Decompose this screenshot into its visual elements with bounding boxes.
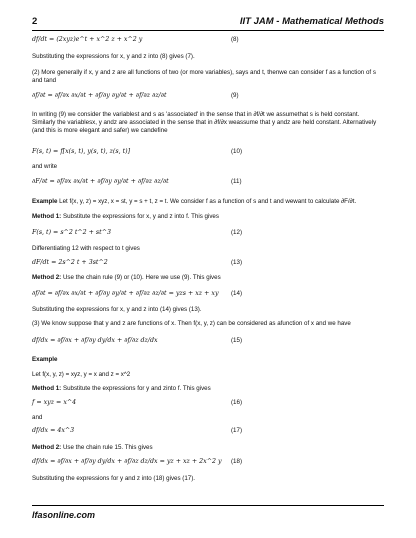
footer-site: lfasonline.com (32, 510, 96, 520)
equation-11: ∂F/∂t = ∂f/∂x ∂x/∂t + ∂f/∂y ∂y/∂t + ∂f/∂z ∂z/∂t (32, 178, 169, 185)
equation-15: df/dx = ∂f/∂x + ∂f/∂y dy/dx + ∂f/∂z dz/dx (32, 337, 158, 344)
paragraph-text: Substitute the expressions for x, y and z into f. This gives (61, 213, 219, 220)
equation-18: df/dx = ∂f/∂x + ∂f/∂y dy/dx + ∂f/∂z dz/dx = yz + xz + 2x^2 y (32, 458, 222, 465)
page-number: 2 (32, 16, 38, 27)
paragraph: Substituting the expressions for y and z into (18) gives (17). (32, 475, 196, 482)
equation-8: df/dt = (2xyz)e^t + x^2 z + x^2 y (32, 36, 143, 43)
page-header (32, 16, 384, 31)
equation-number-8: (8) (231, 36, 239, 43)
equation-9: ∂f/∂t = ∂f/∂x ∂x/∂t + ∂f/∂y ∂y/∂t + ∂f/∂z ∂z/∂t (32, 92, 167, 99)
paragraph: In writing (9) we consider the variablest and s as 'associated' in the sense that in ∂f/∂t we assumethat s is held constant. Similarly the variablesx, y andz are associated in the sense that in ∂f/∂x weassume that y andz are held constant. Alternatively (and this is more elegant and safer) we candefine (32, 111, 377, 134)
equation-number-14: (14) (231, 290, 243, 297)
paragraph: and write (32, 163, 58, 170)
paragraph-text: Use the chain rule 15. This gives (61, 444, 153, 451)
equation-number-12: (12) (231, 229, 243, 236)
example-heading (32, 356, 384, 364)
paragraph-text: Use the chain rule (9) or (10). Here we use (9). This gives (61, 274, 221, 281)
bold-lead: Method 2: (32, 444, 62, 451)
equation-10: F(s, t) = f[x(s, t), y(s, t), z(s, t)] (32, 148, 131, 155)
header-title: IIT JAM - Mathematical Methods (239, 16, 384, 27)
paragraph: (3) We know suppose that y and z are functions of x. Then f(x, y, z) can be considered as afunction of x and we have (32, 320, 351, 327)
paragraph (32, 385, 384, 393)
equation-16: f = xyz = x^4 (32, 399, 77, 406)
page-footer (32, 505, 384, 520)
equation-number-17: (17) (231, 427, 243, 434)
paragraph: Substituting the expressions for x, y and z into (14) gives (13). (32, 306, 202, 313)
bold-lead: Method 1: (32, 213, 62, 220)
paragraph (32, 198, 384, 206)
paragraph (32, 274, 384, 282)
equation-number-10: (10) (231, 148, 243, 155)
equation-number-11: (11) (231, 178, 242, 185)
paragraph: Substituting the expressions for x, y and z into (8) gives (7). (32, 53, 195, 60)
equation-17: df/dx = 4x^3 (32, 427, 75, 434)
bold-lead: Example (32, 198, 58, 205)
paragraph (32, 213, 384, 221)
paragraph: (2) More generally if x, y and z are all functions of two (or more variables), says and t, thenwe can consider f as a function of s and tand (32, 69, 376, 84)
equation-number-15: (15) (231, 337, 243, 344)
paragraph: and (32, 414, 43, 421)
equation-number-16: (16) (231, 399, 243, 406)
paragraph: Let f(x, y, z) = xyz, y = x and z = x^2 (32, 371, 131, 378)
equation-14: ∂f/∂t = ∂f/∂x ∂x/∂t + ∂f/∂y ∂y/∂t + ∂f/∂z ∂z/∂t = yzs + xz + xy (32, 290, 219, 297)
bold-lead: Example (32, 356, 58, 363)
equation-number-18: (18) (231, 458, 243, 465)
paragraph-text: Let f(x, y, z) = xyz, x = st, y = s + t, z = t. We consider f as a function of s and t and wewant to calculate ∂F/∂t. (57, 198, 357, 205)
paragraph (32, 444, 384, 452)
equation-12: F(s, t) = s^2 t^2 + st^3 (32, 229, 111, 236)
paragraph-text: Substitute the expressions for y and zinto f. This gives (61, 385, 211, 392)
bold-lead: Method 2: (32, 274, 62, 281)
equation-number-9: (9) (231, 92, 239, 99)
paragraph: Differentiating 12 with respect to t gives (32, 245, 140, 252)
bold-lead: Method 1: (32, 385, 62, 392)
equation-13: dF/dt = 2s^2 t + 3st^2 (32, 259, 108, 266)
equation-number-13: (13) (231, 259, 243, 266)
